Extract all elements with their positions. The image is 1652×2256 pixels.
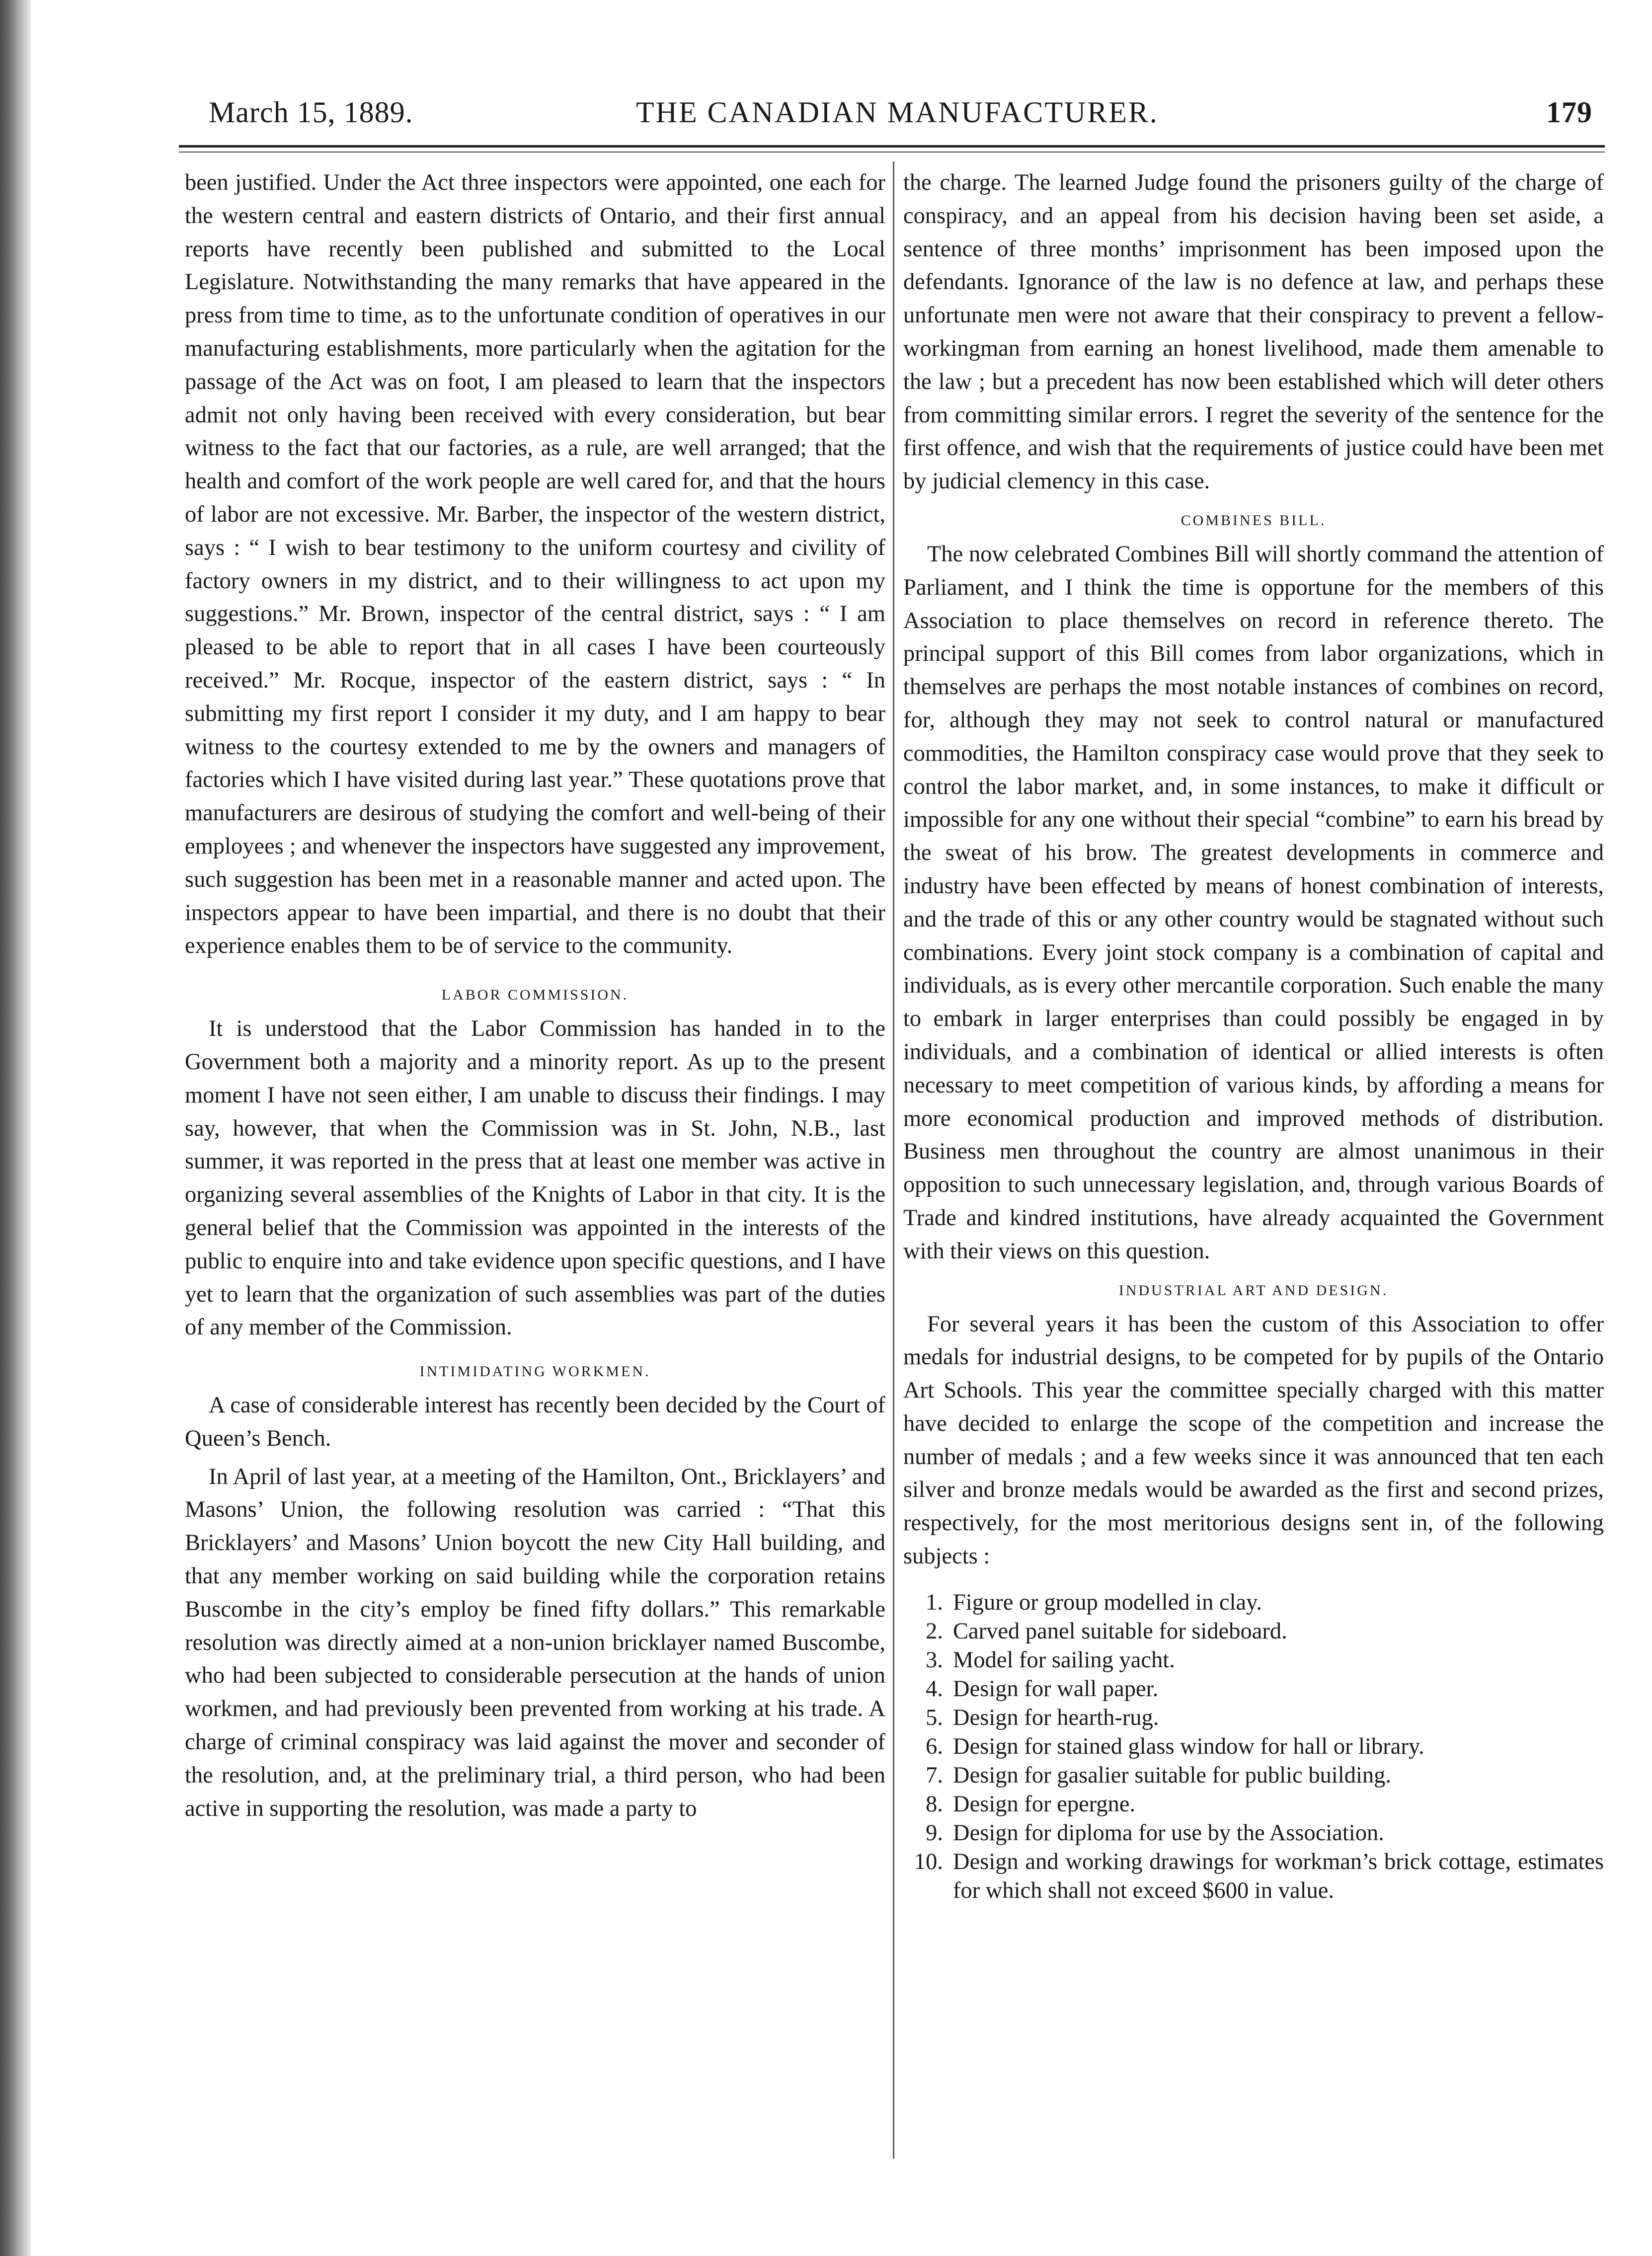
list-item: 7. Design for gasalier suitable for public building. bbox=[926, 1762, 1392, 1788]
labor-commission-paragraph: It is understood that the Labor Commission has handed in to the Government both a majority and a minority report. As up to the present moment I have not seen either, I am unable to discuss their findings. I may say, however, that when the Commission was in St. John, N.B., last summer, it was reported in the press that at least one member was active in organizing several assemblies of the Knights of Labor in that city. It is the general belief that the Commission was appointed in the interests of the public to enquire into and take evidence upon specific questions, and I have yet to learn that the organization of such assemblies was part of the duties of any member of the Commission. bbox=[185, 1016, 885, 1340]
list-item: 6. Design for stained glass window for hall or library. bbox=[926, 1733, 1424, 1759]
intimidating-paragraph-1: A case of considerable interest has recently been decided by the Court of Queen’s Bench. bbox=[185, 1393, 885, 1451]
section-heading-intimidating-workmen: INTIMIDATING WORKMEN. bbox=[419, 1363, 651, 1380]
issue-date: March 15, 1889. bbox=[209, 96, 413, 129]
list-item: 10. Design and working drawings for workman’s brick cottage, estimates for which shall not exceed $600 in value. bbox=[914, 1849, 1604, 1903]
page-number: 179 bbox=[1546, 96, 1592, 129]
page-header bbox=[209, 95, 1592, 140]
conspiracy-continuation-paragraph: the charge. The learned Judge found the prisoners guilty of the charge of conspiracy, and an appeal from his decision having been set aside, a sentence of three months’ imprisonment has been imposed upon the defendants. Ignorance of the law is no defence at law, and perhaps these unfortunate men were not aware that their conspiracy to prevent a fellow-workingman from earning an honest livelihood, made them amenable to the law ; but a precedent has now been established which will deter others from committing similar errors. I regret the severity of the sentence for the first offence, and wish that the requirements of justice could have been met by judicial clemency in this case. bbox=[903, 170, 1604, 494]
section-heading-combines-bill: COMBINES BILL. bbox=[1180, 512, 1327, 529]
design-subjects-list bbox=[903, 1588, 1604, 1905]
right-column bbox=[903, 166, 1604, 1905]
list-item: 2. Carved panel suitable for sideboard. bbox=[926, 1618, 1287, 1644]
combines-bill-paragraph: The now celebrated Combines Bill will shortly command the attention of Parliament, and I think the time is opportune for the members of this Association to place themselves on record in reference thereto. The principal support of this Bill comes from labor organizations, which in themselves are perhaps the most notable instances of combines on record, for, although they may not seek to control natural or manufactured commodities, the Hamilton conspiracy case would prove that they seek to control the labor market, and, in some instances, to make it difficult or impossible for any one without their special “combine” to earn his bread by the sweat of his brow. The greatest developments in commerce and industry have been effected by means of honest combination of interests, and the trade of this or any other country would be stagnated without such combinations. Every joint stock company is a combination of capital and individuals, as is every other mercantile corporation. Such enable the many to embark in larger enterprises than could possibly be engaged in by individuals, and a combination of identical or allied interests is often necessary to meet competition of various kinds, by affording a means for more economical production and improved methods of distribution. Business men throughout the country are almost unanimous in their opposition to such unnecessary legislation, and, through various Boards of Trade and kindred institutions, have already acquainted the Government with their views on this question. bbox=[903, 541, 1604, 1264]
list-item: 1. Figure or group modelled in clay. bbox=[926, 1589, 1262, 1615]
list-item: 9. Design for diploma for use by the Association. bbox=[926, 1820, 1384, 1846]
list-item: 3. Model for sailing yacht. bbox=[926, 1647, 1175, 1673]
header-rule-thick bbox=[179, 145, 1605, 148]
intimidating-paragraph-2: In April of last year, at a meeting of the Hamilton, Ont., Bricklayers’ and Masons’ Union, the following resolution was carried : “That this Bricklayers’ and Masons’ Union boycott the new City Hall building, and that any member working on said building while the corporation retains Buscombe in the city’s employ be fined fifty dollars.” This remarkable resolution was directly aimed at a non-union bricklayer named Buscombe, who had been subjected to considerable persecution at the hands of union workmen, and had previously been prevented from working at his trade. A charge of criminal conspiracy was laid against the mover and seconder of the resolution, and, at the preliminary trial, a third person, who had been active in supporting the resolution, was made a party to bbox=[185, 1464, 885, 1821]
section-heading-labor-commission: LABOR COMMISSION. bbox=[441, 987, 629, 1004]
list-item: 5. Design for hearth-rug. bbox=[926, 1705, 1159, 1730]
list-item: 4. Design for wall paper. bbox=[926, 1676, 1159, 1702]
page-binding-shadow bbox=[0, 0, 31, 2256]
industrial-art-paragraph: For several years it has been the custom of this Association to offer medals for industrial designs, to be competed for by pupils of the Ontario Art Schools. This year the committee specially charged with this matter have decided to enlarge the scope of the competition and increase the number of medals ; and a few weeks since it was announced that ten each silver and bronze medals would be awarded as the first and second prizes, respectively, for the most meritorious designs sent in, of the following subjects : bbox=[903, 1311, 1604, 1569]
publication-title: THE CANADIAN MANUFACTURER. bbox=[636, 96, 1159, 129]
list-item: 8. Design for epergne. bbox=[926, 1791, 1136, 1817]
intro-paragraph: been justified. Under the Act three inspectors were appointed, one each for the western central and eastern districts of Ontario, and their first annual reports have recently been published and submitted to the Local Legislature. Notwithstanding the many remarks that have appeared in the press from time to time, as to the unfortunate condition of operatives in our manufacturing establishments, more particularly when the agitation for the passage of the Act was on foot, I am pleased to learn that the inspectors admit not only having been received with every consideration, but bear witness to the fact that our factories, as a rule, are well arranged; that the health and comfort of the work people are well cared for, and that the hours of labor are not excessive. Mr. Barber, the inspector of the western district, says : “ I wish to bear testimony to the uniform courtesy and civility of factory owners in my district, and to their willingness to act upon my suggestions.” Mr. Brown, inspector of the central district, says : “ I am pleased to be able to report that in all cases I have been courteously received.” Mr. Rocque, inspector of the eastern district, says : “ In submitting my first report I consider it my duty, and I am happy to bear witness to the courtesy extended to me by the owners and managers of factories which I have visited during last year.” These quotations prove that manufacturers are desirous of studying the comfort and well-being of their employees ; and whenever the inspectors have suggested any improvement, such suggestion has been met in a reasonable manner and acted upon. The inspectors appear to have been impartial, and there is no doubt that their experience enables them to be of service to the community. bbox=[185, 170, 885, 959]
column-divider bbox=[893, 161, 894, 2159]
header-rule-thin bbox=[179, 152, 1605, 153]
left-column bbox=[185, 166, 885, 1825]
section-heading-industrial-art: INDUSTRIAL ART AND DESIGN. bbox=[1118, 1282, 1389, 1299]
